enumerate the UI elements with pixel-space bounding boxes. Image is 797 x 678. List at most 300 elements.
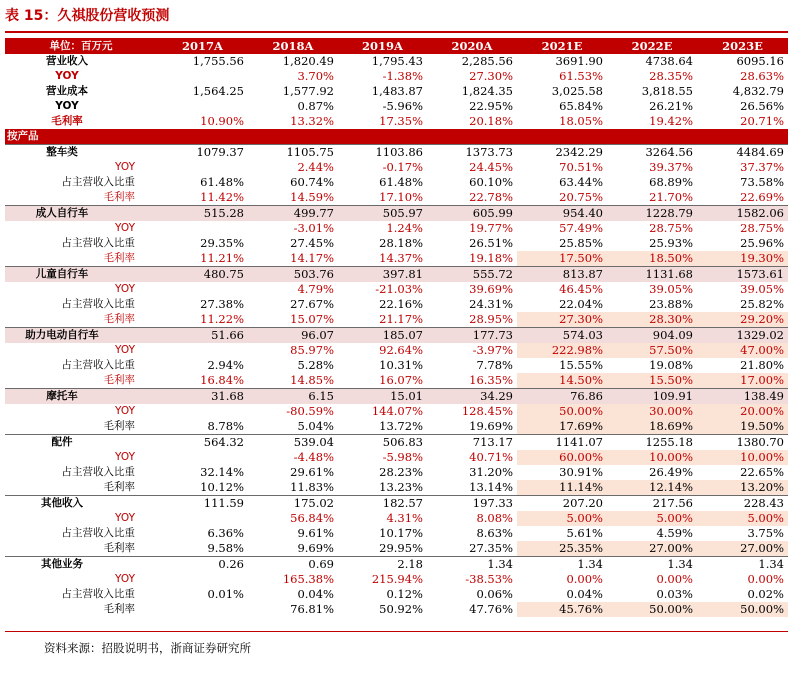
value-cell: 480.75 bbox=[157, 267, 248, 283]
value-cell: 28.75% bbox=[649, 221, 693, 235]
value-cell: 9.61% bbox=[297, 526, 334, 540]
value-cell: 215.94% bbox=[371, 572, 423, 586]
value-cell: 1103.86 bbox=[338, 145, 427, 161]
value-cell: 1,564.25 bbox=[192, 84, 244, 98]
value-cell: 4738.64 bbox=[645, 54, 693, 68]
value-cell: 27.67% bbox=[290, 297, 334, 311]
margin-label: 毛利率 bbox=[103, 313, 135, 325]
value-cell: 27.30% bbox=[469, 69, 513, 83]
value-cell: 1255.18 bbox=[607, 435, 697, 451]
yoy-label: YOY bbox=[115, 573, 135, 585]
share-row bbox=[5, 358, 788, 373]
value-cell: 8.78% bbox=[207, 419, 244, 433]
yoy-row bbox=[5, 450, 788, 465]
value-cell: 128.45% bbox=[461, 404, 513, 418]
value-cell: 10.17% bbox=[379, 526, 423, 540]
year-header: 2018A bbox=[248, 38, 338, 54]
value-cell: -4.48% bbox=[293, 450, 334, 464]
row-label: 营业收入 bbox=[46, 55, 88, 67]
value-cell: 605.99 bbox=[427, 206, 517, 222]
value-cell: 10.12% bbox=[200, 480, 244, 494]
value-cell bbox=[157, 221, 248, 236]
value-cell: 574.03 bbox=[517, 328, 607, 344]
value-cell: 1,483.87 bbox=[371, 84, 423, 98]
category-name: 配件 bbox=[5, 435, 157, 451]
category-name: 儿童自行车 bbox=[5, 267, 157, 283]
value-cell: 14.37% bbox=[379, 251, 423, 265]
value-cell: 1.34 bbox=[697, 557, 788, 573]
year-header: 2019A bbox=[338, 38, 427, 54]
value-cell: 1228.79 bbox=[607, 206, 697, 222]
value-cell: 207.20 bbox=[517, 496, 607, 512]
margin-label: 毛利率 bbox=[103, 481, 135, 493]
value-cell: 24.45% bbox=[469, 160, 513, 174]
value-cell: 19.42% bbox=[649, 114, 693, 128]
value-cell: 51.66 bbox=[157, 328, 248, 344]
value-cell: 27.35% bbox=[469, 541, 513, 555]
value-cell: 499.77 bbox=[248, 206, 338, 222]
share-label: 占主营收入比重 bbox=[61, 466, 135, 478]
value-cell bbox=[157, 343, 248, 358]
value-cell: 4,832.79 bbox=[732, 84, 784, 98]
value-cell: 1141.07 bbox=[517, 435, 607, 451]
category-row bbox=[5, 328, 788, 344]
value-cell: 61.48% bbox=[200, 175, 244, 189]
value-cell: 73.58% bbox=[740, 175, 784, 189]
value-cell: 11.21% bbox=[200, 251, 244, 265]
value-cell: 0.04% bbox=[297, 587, 334, 601]
value-cell: 1.34 bbox=[427, 557, 517, 573]
value-cell: 1373.73 bbox=[427, 145, 517, 161]
value-cell: 0.00% bbox=[566, 572, 603, 586]
value-cell: 65.84% bbox=[559, 99, 603, 113]
table-title: 表 15：久祺股份营收预测 bbox=[5, 8, 170, 24]
section-label: 按产品 bbox=[5, 129, 788, 145]
value-cell: 25.85% bbox=[559, 236, 603, 250]
value-cell: 21.70% bbox=[649, 190, 693, 204]
value-cell: 5.04% bbox=[297, 419, 334, 433]
value-cell: 506.83 bbox=[338, 435, 427, 451]
value-cell: 904.09 bbox=[607, 328, 697, 344]
value-cell: 2.18 bbox=[338, 557, 427, 573]
value-cell: 0.00% bbox=[747, 572, 784, 586]
value-cell: 3.75% bbox=[747, 526, 784, 540]
margin-label: 毛利率 bbox=[103, 252, 135, 264]
category-row bbox=[5, 206, 788, 222]
value-cell: 111.59 bbox=[157, 496, 248, 512]
yoy-label: YOY bbox=[115, 512, 135, 524]
value-cell: 10.00% bbox=[697, 450, 788, 465]
value-cell: 21.17% bbox=[379, 312, 423, 326]
year-header: 2023E bbox=[697, 38, 788, 54]
value-cell: 8.63% bbox=[476, 526, 513, 540]
value-cell: 61.53% bbox=[559, 69, 603, 83]
value-cell: 17.00% bbox=[697, 373, 788, 389]
value-cell: 11.22% bbox=[200, 312, 244, 326]
value-cell: 0.02% bbox=[747, 587, 784, 601]
category-name: 其他收入 bbox=[5, 496, 157, 512]
value-cell: 39.05% bbox=[740, 282, 784, 296]
value-cell: 813.87 bbox=[517, 267, 607, 283]
share-label: 占主营收入比重 bbox=[61, 176, 135, 188]
value-cell: 1,755.56 bbox=[192, 54, 244, 68]
yoy-label: YOY bbox=[115, 161, 135, 173]
value-cell: 10.31% bbox=[379, 358, 423, 372]
row-label: YOY bbox=[55, 70, 79, 82]
summary-row bbox=[5, 114, 788, 129]
value-cell: 0.87% bbox=[297, 99, 334, 113]
yoy-row bbox=[5, 404, 788, 419]
value-cell: -1.38% bbox=[382, 69, 423, 83]
value-cell: 28.63% bbox=[740, 69, 784, 83]
yoy-row bbox=[5, 572, 788, 587]
value-cell: 7.78% bbox=[476, 358, 513, 372]
value-cell: 50.00% bbox=[697, 602, 788, 617]
value-cell: 22.69% bbox=[740, 190, 784, 204]
value-cell: 47.76% bbox=[469, 602, 513, 616]
value-cell: -3.01% bbox=[293, 221, 334, 235]
value-cell: 56.84% bbox=[290, 511, 334, 525]
value-cell: 28.75% bbox=[740, 221, 784, 235]
value-cell: 1.24% bbox=[386, 221, 423, 235]
value-cell: 31.68 bbox=[157, 389, 248, 405]
value-cell: 197.33 bbox=[427, 496, 517, 512]
value-cell: 18.69% bbox=[607, 419, 697, 435]
value-cell: 138.49 bbox=[697, 389, 788, 405]
row-label: 毛利率 bbox=[51, 115, 83, 127]
margin-row bbox=[5, 419, 788, 435]
value-cell: 19.77% bbox=[469, 221, 513, 235]
value-cell: 713.17 bbox=[427, 435, 517, 451]
yoy-row bbox=[5, 511, 788, 526]
value-cell: 29.95% bbox=[379, 541, 423, 555]
value-cell: 228.43 bbox=[697, 496, 788, 512]
value-cell: 22.04% bbox=[559, 297, 603, 311]
value-cell: 1079.37 bbox=[157, 145, 248, 161]
summary-row bbox=[5, 54, 788, 69]
category-row bbox=[5, 557, 788, 573]
revenue-forecast-table bbox=[5, 38, 788, 617]
value-cell: 39.69% bbox=[469, 282, 513, 296]
margin-label: 毛利率 bbox=[103, 191, 135, 203]
value-cell: -3.97% bbox=[472, 343, 513, 357]
value-cell: 505.97 bbox=[338, 206, 427, 222]
value-cell: 50.92% bbox=[379, 602, 423, 616]
value-cell: 555.72 bbox=[427, 267, 517, 283]
value-cell bbox=[157, 99, 248, 114]
margin-row bbox=[5, 373, 788, 389]
value-cell: 564.32 bbox=[157, 435, 248, 451]
value-cell: 14.17% bbox=[290, 251, 334, 265]
share-label: 占主营收入比重 bbox=[61, 359, 135, 371]
value-cell: 26.51% bbox=[469, 236, 513, 250]
value-cell: 20.18% bbox=[469, 114, 513, 128]
value-cell: 1,577.92 bbox=[282, 84, 334, 98]
value-cell: 217.56 bbox=[607, 496, 697, 512]
title-rule bbox=[5, 31, 788, 33]
share-row bbox=[5, 465, 788, 480]
value-cell: 0.06% bbox=[476, 587, 513, 601]
value-cell: 76.86 bbox=[517, 389, 607, 405]
share-row bbox=[5, 236, 788, 251]
value-cell: 0.69 bbox=[248, 557, 338, 573]
value-cell: 26.21% bbox=[649, 99, 693, 113]
value-cell: 15.50% bbox=[607, 373, 697, 389]
value-cell: 22.78% bbox=[469, 190, 513, 204]
value-cell: 27.30% bbox=[517, 312, 607, 328]
margin-row bbox=[5, 541, 788, 557]
share-label: 占主营收入比重 bbox=[61, 588, 135, 600]
margin-row bbox=[5, 480, 788, 496]
value-cell: 13.14% bbox=[469, 480, 513, 494]
value-cell: 21.80% bbox=[740, 358, 784, 372]
value-cell: 109.91 bbox=[607, 389, 697, 405]
value-cell: 503.76 bbox=[248, 267, 338, 283]
margin-label: 毛利率 bbox=[103, 603, 135, 615]
value-cell: -80.59% bbox=[286, 404, 334, 418]
value-cell: 76.81% bbox=[290, 602, 334, 616]
yoy-label: YOY bbox=[115, 344, 135, 356]
category-row bbox=[5, 267, 788, 283]
value-cell: 4484.69 bbox=[697, 145, 788, 161]
margin-row bbox=[5, 602, 788, 617]
category-name: 助力电动自行车 bbox=[5, 328, 157, 344]
category-name: 其他业务 bbox=[5, 557, 157, 573]
value-cell: 2.94% bbox=[207, 358, 244, 372]
value-cell: 1.34 bbox=[517, 557, 607, 573]
value-cell: 70.51% bbox=[559, 160, 603, 174]
value-cell: 5.28% bbox=[297, 358, 334, 372]
margin-row bbox=[5, 312, 788, 328]
value-cell: 25.96% bbox=[740, 236, 784, 250]
value-cell: 1,795.43 bbox=[371, 54, 423, 68]
summary-row bbox=[5, 99, 788, 114]
value-cell: 0.01% bbox=[207, 587, 244, 601]
value-cell: 96.07 bbox=[248, 328, 338, 344]
value-cell: 14.59% bbox=[290, 190, 334, 204]
value-cell: 13.32% bbox=[290, 114, 334, 128]
row-label: YOY bbox=[55, 100, 79, 112]
value-cell: 13.72% bbox=[379, 419, 423, 433]
value-cell: 14.50% bbox=[517, 373, 607, 389]
value-cell bbox=[157, 69, 248, 84]
header-row bbox=[5, 38, 788, 54]
value-cell: 5.00% bbox=[517, 511, 607, 526]
value-cell: 1,824.35 bbox=[461, 84, 513, 98]
margin-label: 毛利率 bbox=[103, 374, 135, 386]
value-cell: 19.50% bbox=[697, 419, 788, 435]
value-cell: 40.71% bbox=[469, 450, 513, 464]
value-cell: 14.85% bbox=[290, 373, 334, 387]
value-cell: 29.61% bbox=[290, 465, 334, 479]
year-header: 2022E bbox=[607, 38, 697, 54]
value-cell: 16.07% bbox=[379, 373, 423, 387]
value-cell: 50.00% bbox=[607, 602, 697, 617]
value-cell: 515.28 bbox=[157, 206, 248, 222]
value-cell: 4.31% bbox=[386, 511, 423, 525]
value-cell: 19.18% bbox=[469, 251, 513, 265]
value-cell: 1.34 bbox=[607, 557, 697, 573]
value-cell: 0.03% bbox=[656, 587, 693, 601]
share-row bbox=[5, 175, 788, 190]
value-cell: 28.30% bbox=[607, 312, 697, 328]
category-name: 摩托车 bbox=[5, 389, 157, 405]
yoy-label: YOY bbox=[115, 451, 135, 463]
year-header: 2021E bbox=[517, 38, 607, 54]
value-cell: 57.50% bbox=[607, 343, 697, 358]
value-cell: 4.59% bbox=[656, 526, 693, 540]
value-cell: 6.36% bbox=[207, 526, 244, 540]
value-cell: 26.56% bbox=[740, 99, 784, 113]
row-label: 营业成本 bbox=[46, 85, 88, 97]
value-cell: 17.35% bbox=[379, 114, 423, 128]
share-label: 占主营收入比重 bbox=[61, 527, 135, 539]
value-cell: 165.38% bbox=[282, 572, 334, 586]
value-cell: -5.98% bbox=[382, 450, 423, 464]
value-cell: 1131.68 bbox=[607, 267, 697, 283]
value-cell: 144.07% bbox=[371, 404, 423, 418]
category-name: 整车类 bbox=[5, 145, 157, 161]
value-cell: 17.10% bbox=[379, 190, 423, 204]
value-cell: 6.15 bbox=[248, 389, 338, 405]
margin-row bbox=[5, 251, 788, 267]
value-cell: 954.40 bbox=[517, 206, 607, 222]
year-header: 2020A bbox=[427, 38, 517, 54]
value-cell: 15.01 bbox=[338, 389, 427, 405]
share-row bbox=[5, 526, 788, 541]
unit-label: 单位：百万元 bbox=[5, 38, 157, 54]
value-cell: 22.65% bbox=[740, 465, 784, 479]
value-cell: 3.70% bbox=[297, 69, 334, 83]
value-cell: 17.50% bbox=[517, 251, 607, 267]
value-cell: 182.57 bbox=[338, 496, 427, 512]
value-cell: 37.37% bbox=[740, 160, 784, 174]
value-cell: 22.95% bbox=[469, 99, 513, 113]
value-cell bbox=[157, 450, 248, 465]
summary-row bbox=[5, 69, 788, 84]
margin-label: 毛利率 bbox=[103, 542, 135, 554]
category-row bbox=[5, 496, 788, 512]
value-cell: 23.88% bbox=[649, 297, 693, 311]
value-cell: 1380.70 bbox=[697, 435, 788, 451]
value-cell: 185.07 bbox=[338, 328, 427, 344]
value-cell: 11.83% bbox=[290, 480, 334, 494]
value-cell: 13.20% bbox=[697, 480, 788, 496]
value-cell: 39.05% bbox=[649, 282, 693, 296]
value-cell: 2,285.56 bbox=[461, 54, 513, 68]
value-cell: 16.84% bbox=[200, 373, 244, 387]
margin-label: 毛利率 bbox=[103, 420, 135, 432]
value-cell: 28.95% bbox=[469, 312, 513, 326]
value-cell: 11.14% bbox=[517, 480, 607, 496]
value-cell: 61.48% bbox=[379, 175, 423, 189]
value-cell: 15.07% bbox=[290, 312, 334, 326]
value-cell: 9.69% bbox=[297, 541, 334, 555]
value-cell bbox=[157, 160, 248, 175]
value-cell: 60.10% bbox=[469, 175, 513, 189]
value-cell: 17.69% bbox=[517, 419, 607, 435]
margin-row bbox=[5, 190, 788, 206]
value-cell: 46.45% bbox=[559, 282, 603, 296]
category-row bbox=[5, 145, 788, 161]
value-cell: 3,818.55 bbox=[641, 84, 693, 98]
share-row bbox=[5, 297, 788, 312]
yoy-row bbox=[5, 343, 788, 358]
value-cell: 27.00% bbox=[697, 541, 788, 557]
value-cell: 60.00% bbox=[517, 450, 607, 465]
share-label: 占主营收入比重 bbox=[61, 237, 135, 249]
value-cell: 19.30% bbox=[697, 251, 788, 267]
value-cell: 5.00% bbox=[697, 511, 788, 526]
value-cell: 5.61% bbox=[566, 526, 603, 540]
category-name: 成人自行车 bbox=[5, 206, 157, 222]
value-cell: 3,025.58 bbox=[551, 84, 603, 98]
value-cell: 19.69% bbox=[469, 419, 513, 433]
value-cell: 28.23% bbox=[379, 465, 423, 479]
value-cell: 177.73 bbox=[427, 328, 517, 344]
yoy-label: YOY bbox=[115, 283, 135, 295]
value-cell: 1105.75 bbox=[248, 145, 338, 161]
value-cell: 28.35% bbox=[649, 69, 693, 83]
value-cell: 175.02 bbox=[248, 496, 338, 512]
value-cell: 24.31% bbox=[469, 297, 513, 311]
yoy-label: YOY bbox=[115, 222, 135, 234]
value-cell bbox=[157, 511, 248, 526]
value-cell: 11.42% bbox=[200, 190, 244, 204]
year-header: 2017A bbox=[157, 38, 248, 54]
value-cell: 31.20% bbox=[469, 465, 513, 479]
value-cell: 12.14% bbox=[607, 480, 697, 496]
section-row bbox=[5, 129, 788, 145]
value-cell bbox=[157, 572, 248, 587]
value-cell: 25.35% bbox=[517, 541, 607, 557]
value-cell: 50.00% bbox=[517, 404, 607, 419]
value-cell: 397.81 bbox=[338, 267, 427, 283]
yoy-label: YOY bbox=[115, 405, 135, 417]
value-cell: 92.64% bbox=[379, 343, 423, 357]
value-cell bbox=[157, 602, 248, 617]
value-cell: 26.49% bbox=[649, 465, 693, 479]
value-cell: 20.00% bbox=[697, 404, 788, 419]
value-cell: 32.14% bbox=[200, 465, 244, 479]
value-cell: 34.29 bbox=[427, 389, 517, 405]
value-cell: 60.74% bbox=[290, 175, 334, 189]
value-cell bbox=[157, 282, 248, 297]
yoy-row bbox=[5, 160, 788, 175]
value-cell: -38.53% bbox=[465, 572, 513, 586]
value-cell: 9.58% bbox=[207, 541, 244, 555]
value-cell: 57.49% bbox=[559, 221, 603, 235]
category-row bbox=[5, 435, 788, 451]
value-cell: 20.75% bbox=[559, 190, 603, 204]
value-cell: 10.00% bbox=[607, 450, 697, 465]
value-cell: 27.00% bbox=[607, 541, 697, 557]
value-cell: -0.17% bbox=[382, 160, 423, 174]
value-cell: 0.04% bbox=[566, 587, 603, 601]
value-cell: 8.08% bbox=[476, 511, 513, 525]
value-cell: 18.50% bbox=[607, 251, 697, 267]
value-cell: 19.08% bbox=[649, 358, 693, 372]
value-cell: 27.38% bbox=[200, 297, 244, 311]
value-cell: 1329.02 bbox=[697, 328, 788, 344]
yoy-row bbox=[5, 282, 788, 297]
source-note: 资料来源：招股说明书，浙商证券研究所 bbox=[44, 641, 251, 655]
value-cell: 68.89% bbox=[649, 175, 693, 189]
bottom-rule bbox=[5, 631, 788, 632]
value-cell: 15.55% bbox=[559, 358, 603, 372]
value-cell: 47.00% bbox=[697, 343, 788, 358]
value-cell: 13.23% bbox=[379, 480, 423, 494]
